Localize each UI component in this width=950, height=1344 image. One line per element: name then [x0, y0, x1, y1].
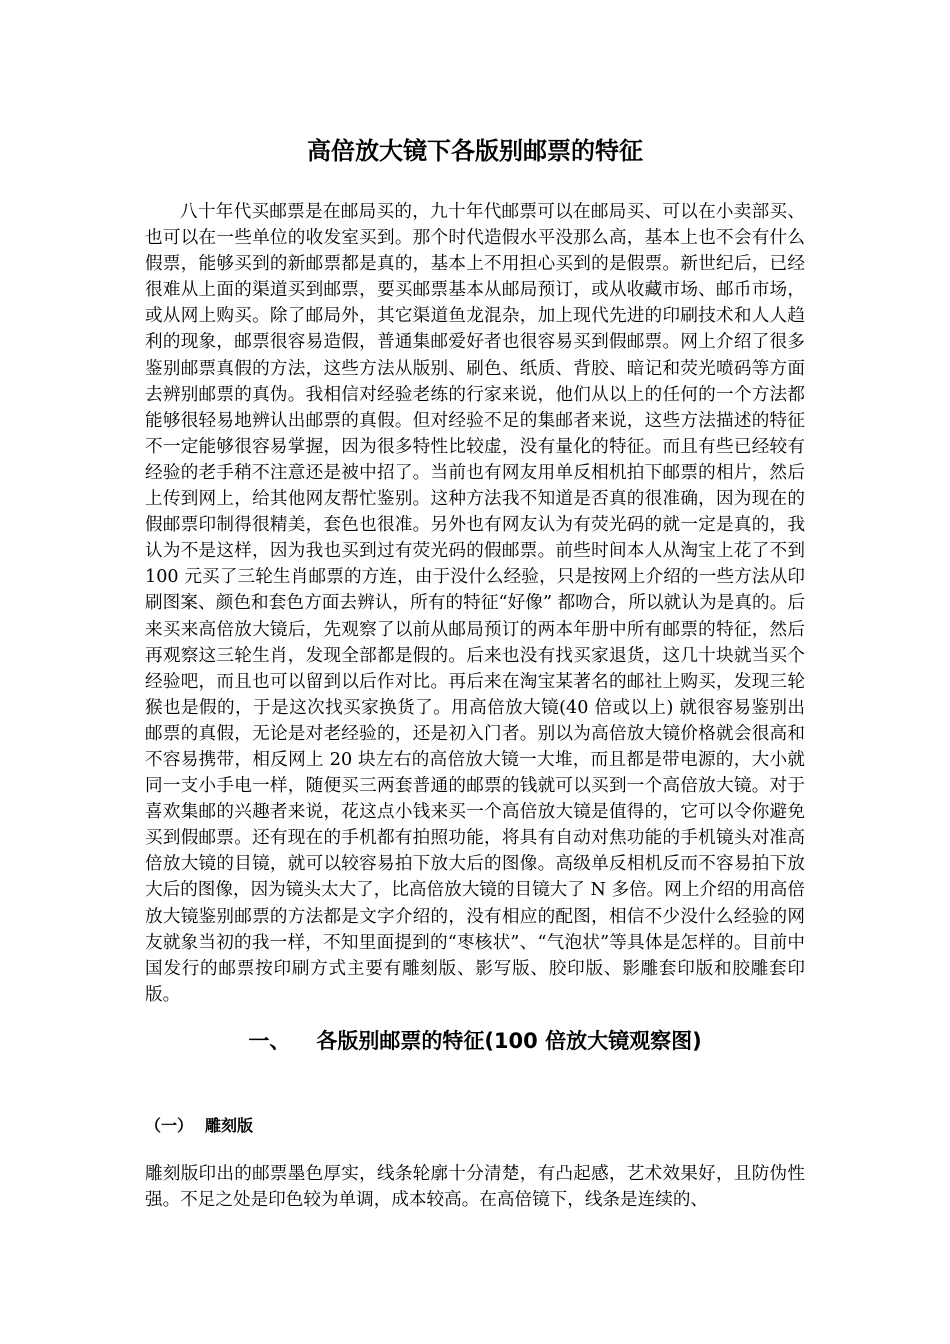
section-heading	[0, 1024, 950, 1058]
subsection-number: （一）	[145, 1116, 194, 1135]
engraving-paragraph: 雕刻版印出的邮票墨色厚实，线条轮廓十分清楚，有凸起感，艺术效果好，且防伪性强。不足之处是印色较为单调，成本较高。在高倍镜下，线条是连续的、	[145, 1164, 805, 1211]
document-title: 高倍放大镜下各版别邮票的特征	[307, 137, 643, 165]
subsection-title: 雕刻版	[205, 1116, 254, 1135]
section-number: 一、	[248, 1029, 291, 1053]
section-title: 各版别邮票的特征(100 倍放大镜观察图)	[316, 1029, 702, 1053]
intro-paragraph: 八十年代买邮票是在邮局买的，九十年代邮票可以在邮局买、可以在小卖部买、也可以在一些单位的收发室买到。那个时代造假水平没那么高，基本上也不会有什么假票，能够买到的新邮票都是真的，基本上不用担心买到的是假票。新世纪后，已经很难从上面的渠道买到邮票，要买邮票基本从邮局预订，或从收藏市场、邮币市场，或从网上购买。除了邮局外，其它渠道鱼龙混杂，加上现代先进的印刷技术和人人趋利的现象，邮票很容易造假，普通集邮爱好者也很容易买到假邮票。网上介绍了很多鉴别邮票真假的方法，这些方法从版别、刷色、纸质、背胶、暗记和荧光喷码等方面去辨别邮票的真伪。我相信对经验老练的行家来说，他们从以上的任何的一个方法都能够很轻易地辨认出邮票的真假。但对经验不足的集邮者来说，这些方法描述的特征不一定能够很容易掌握，因为很多特性比较虚，没有量化的特征。而且有些已经较有经验的老手稍不注意还是被中招了。当前也有网友用单反相机拍下邮票的相片，然后上传到网上，给其他网友帮忙鉴别。这种方法我不知道是否真的很准确，因为现在的假邮票印制得很精美，套色也很准。另外也有网友认为有荧光码的就一定是真的，我认为不是这样，因为我也买到过有荧光码的假邮票。前些时间本人从淘宝上花了不到 100 元买了三轮生肖邮票的方连，由于没什么经验，只是按网上介绍的一些方法从印刷图案、颜色和套色方面去辨认，所有的特征“好像” 都吻合，所以就认为是真的。后来买来高倍放大镜后，先观察了以前从邮局预订的两本年册中所有邮票的特征，然后再观察这三轮生肖，发现全部都是假的。后来也没有找买家退货，这几十块就当买个经验吧，而且也可以留到以后作对比。再后来在淘宝某著名的邮社上购买，发现三轮猴也是假的，于是这次找买家换货了。用高倍放大镜(40 倍或以上) 就很容易鉴别出邮票的真假，无论是对老经验的，还是初入门者。别以为高倍放大镜价格就会很高和不容易携带，相反网上 20 块左右的高倍放大镜一大堆，而且都是带电源的，大小就同一支小手电一样，随便买三两套普通的邮票的钱就可以买到一个高倍放大镜。对于喜欢集邮的兴趣者来说，花这点小钱来买一个高倍放大镜是值得的，它可以令你避免买到假邮票。还有现在的手机都有拍照功能，将具有自动对焦功能的手机镜头对准高倍放大镜的目镜，就可以较容易拍下放大后的图像。高级单反相机反而不容易拍下放大后的图像，因为镜头太大了，比高倍放大镜的目镜大了 N 多倍。网上介绍的用高倍放大镜鉴别邮票的方法都是文字介绍的，没有相应的配图，相信不少没什么经验的网友就象当初的我一样，不知里面提到的“枣核状”、“气泡状”等具体是怎样的。目前中国发行的邮票按印刷方式主要有雕刻版、影写版、胶印版、影雕套印版和胶雕套印版。	[145, 202, 805, 1005]
subsection-heading	[145, 1113, 253, 1139]
